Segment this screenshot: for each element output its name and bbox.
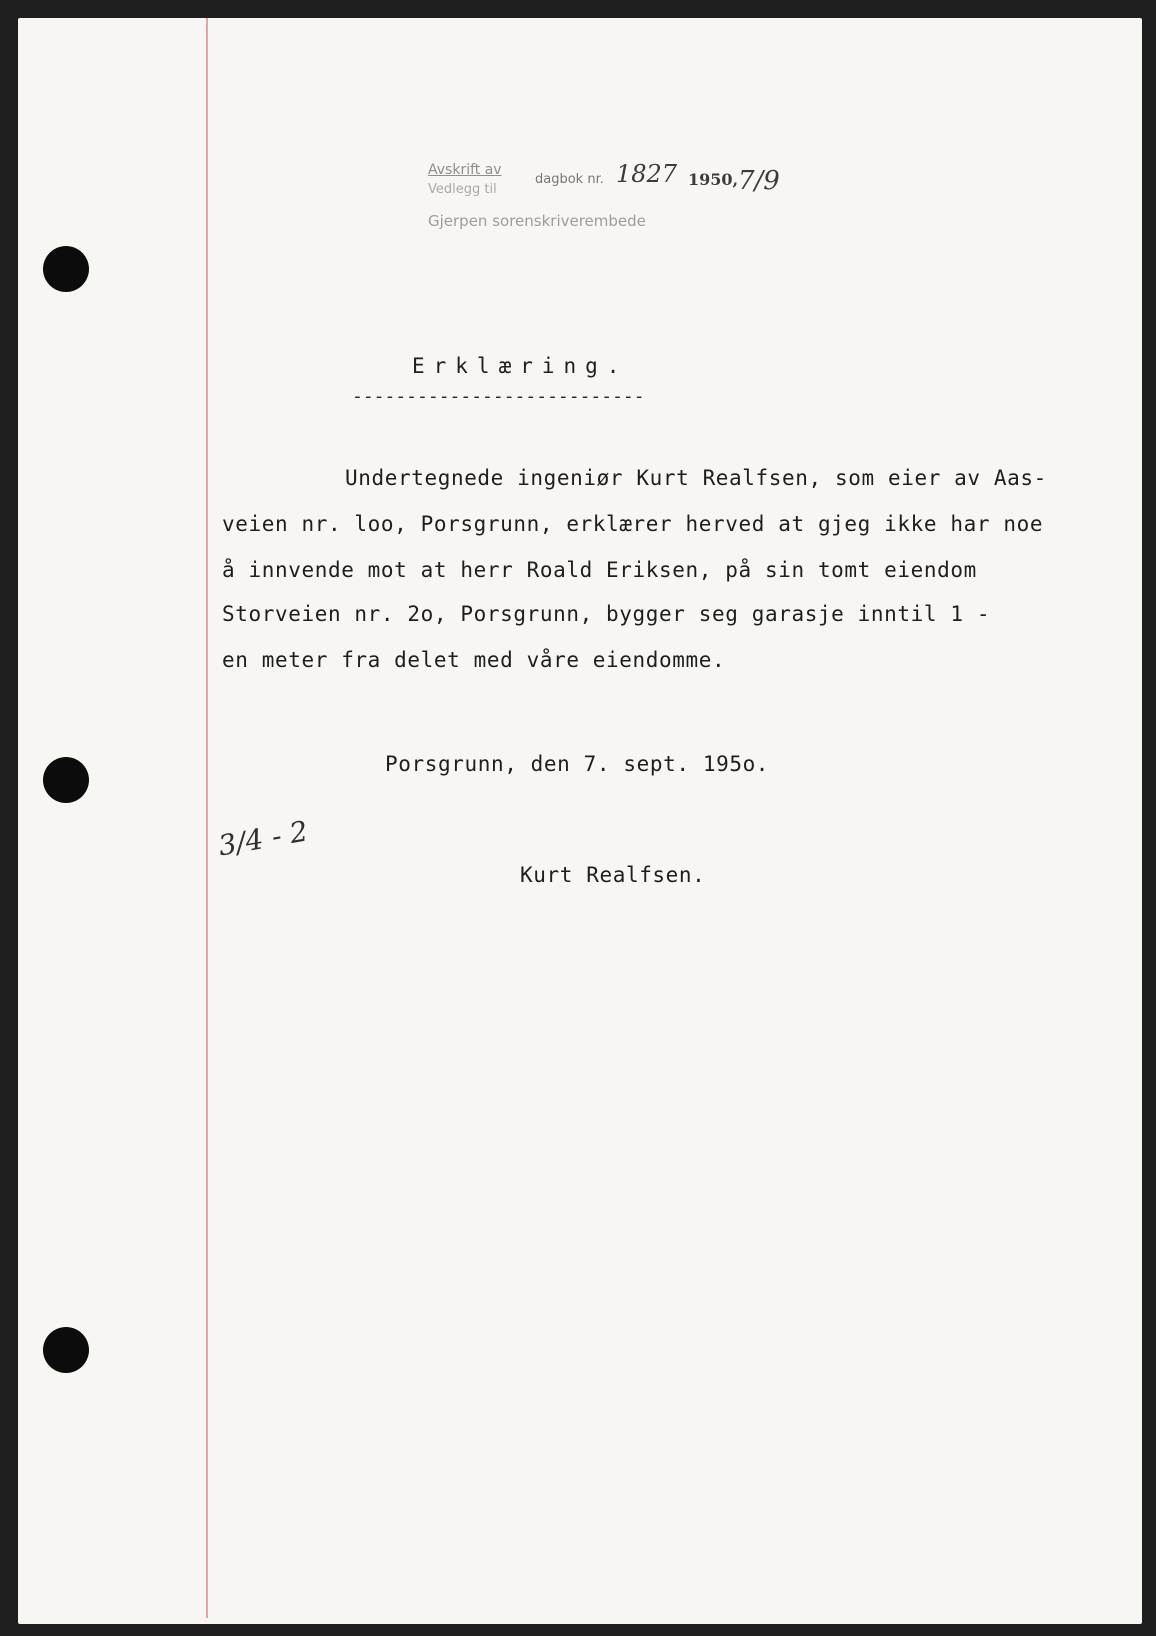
punch-hole-icon <box>43 246 89 292</box>
stamp-avskrift-label: Avskrift av <box>428 162 502 178</box>
body-line: veien nr. loo, Porsgrunn, erklærer herved at gjeg ikke har noe <box>222 512 1044 536</box>
document-title: Erklæring. <box>412 354 629 378</box>
body-line: Storveien nr. 2o, Porsgrunn, bygger seg garasje inntil 1 - <box>222 602 991 626</box>
document-page <box>18 18 1142 1624</box>
handwritten-margin-note: 3/4 - 2 <box>215 814 311 863</box>
margin-line <box>206 18 208 1618</box>
place-and-date: Porsgrunn, den 7. sept. 195o. <box>385 752 770 776</box>
handwritten-date: 7/9 <box>738 166 780 196</box>
stamp-vedlegg: Vedlegg til <box>428 182 497 197</box>
body-line: en meter fra delet med våre eiendomme. <box>222 648 726 672</box>
punch-hole-icon <box>43 1327 89 1373</box>
signature-name: Kurt Realfsen. <box>520 863 706 887</box>
stamp-avskrift <box>428 162 502 178</box>
body-line: Undertegnede ingeniør Kurt Realfsen, som eier av Aas- <box>345 466 1047 490</box>
stamp-year: 1950, <box>688 170 739 189</box>
stamp-court-office: Gjerpen sorenskriverembede <box>428 212 646 230</box>
title-underline: --------------------------- <box>352 386 645 407</box>
stamp-dagbok-label: dagbok nr. <box>535 172 604 187</box>
body-line: å innvende mot at herr Roald Eriksen, på sin tomt eiendom <box>222 558 977 582</box>
handwritten-dagbok-number: 1827 <box>616 160 678 188</box>
punch-hole-icon <box>43 757 89 803</box>
